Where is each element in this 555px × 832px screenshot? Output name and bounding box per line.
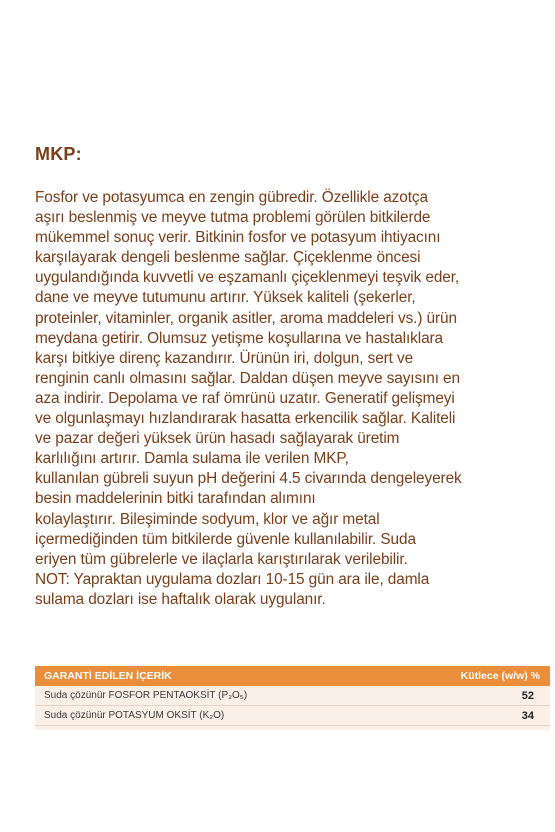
description-line: karşı bitkiye direnç kazandırır. Ürünün iri, dolgun, sert ve xyxy=(35,349,414,367)
description-line: eriyen tüm gübrelerle ve ilaçlarla karıştırılarak verilebilir. xyxy=(35,550,408,568)
description-line: dane ve meyve tutumunu artırır. Yüksek kaliteli (şekerler, xyxy=(35,289,416,307)
description-line: aşırı beslenmiş ve meyve tutma problemi görülen bitkilerde xyxy=(35,209,431,227)
description-line: proteinler, vitaminler, organik asitler, aroma maddeleri vs.) ürün xyxy=(35,309,457,327)
product-description xyxy=(35,188,555,610)
row-label: Suda çözünür FOSFOR PENTAOKSİT (P₂O₅) xyxy=(44,690,248,701)
description-line: renginin canlı olmasını sağlar. Daldan düşen meyve sayısını en xyxy=(35,369,460,387)
product-heading: MKP: xyxy=(35,144,82,164)
guaranteed-content-table xyxy=(35,666,550,730)
description-line: Fosfor ve potasyumca en zengin gübredir. Özellikle azotça xyxy=(35,189,428,206)
description-line: ve olgunlaşmayı hızlandırarak hasatta erkencilik sağlar. Kaliteli xyxy=(35,410,456,428)
description-line: NOT: Yapraktan uygulama dozları 10-15 gün ara ile, damla xyxy=(35,570,430,588)
table-row xyxy=(35,686,550,706)
description-line: aza indirir. Depolama ve raf ömrünü uzatır. Generatif gelişmeyi xyxy=(35,389,455,407)
row-label: Suda çözünür POTASYUM OKSİT (K₂O) xyxy=(44,710,225,721)
description-line: sulama dozları ise haftalık olarak uygulanır. xyxy=(35,590,326,608)
description-line: karlılığını artırır. Damla sulama ile verilen MKP, xyxy=(35,450,349,468)
description-line: besin maddelerinin bitki tarafından alımını xyxy=(35,490,316,508)
description-line: karşılayarak dengeli beslenme sağlar. Çiçeklenme öncesi xyxy=(35,249,421,267)
description-line: kullanılan gübreli suyun pH değerini 4.5 civarında dengeleyerek xyxy=(35,470,462,488)
description-line: mükemmel sonuç verir. Bitkinin fosfor ve potasyum ihtiyacını xyxy=(35,229,441,247)
table-header xyxy=(35,666,550,686)
row-value: 52 xyxy=(521,689,534,702)
description-line: ve pazar değeri yüksek ürün hasadı sağlayarak üretim xyxy=(35,430,400,448)
table-header-mass: Kütlece (w/w) % xyxy=(460,670,540,682)
row-value: 34 xyxy=(521,709,534,722)
table-header-content: GARANTİ EDİLEN İÇERİK xyxy=(44,670,172,682)
table-row xyxy=(35,706,550,726)
description-line: kolaylaştırır. Bileşiminde sodyum, klor ve ağır metal xyxy=(35,510,380,528)
description-line: uygulandığında kuvvetli ve eşzamanlı çiçeklenmeyi teşvik eder, xyxy=(35,269,460,287)
description-line: içermediğinden tüm bitkilerde güvenle kullanılabilir. Suda xyxy=(35,530,416,548)
description-line: meydana getirir. Olumsuz yetişme koşullarına ve hastalıklara xyxy=(35,329,444,347)
